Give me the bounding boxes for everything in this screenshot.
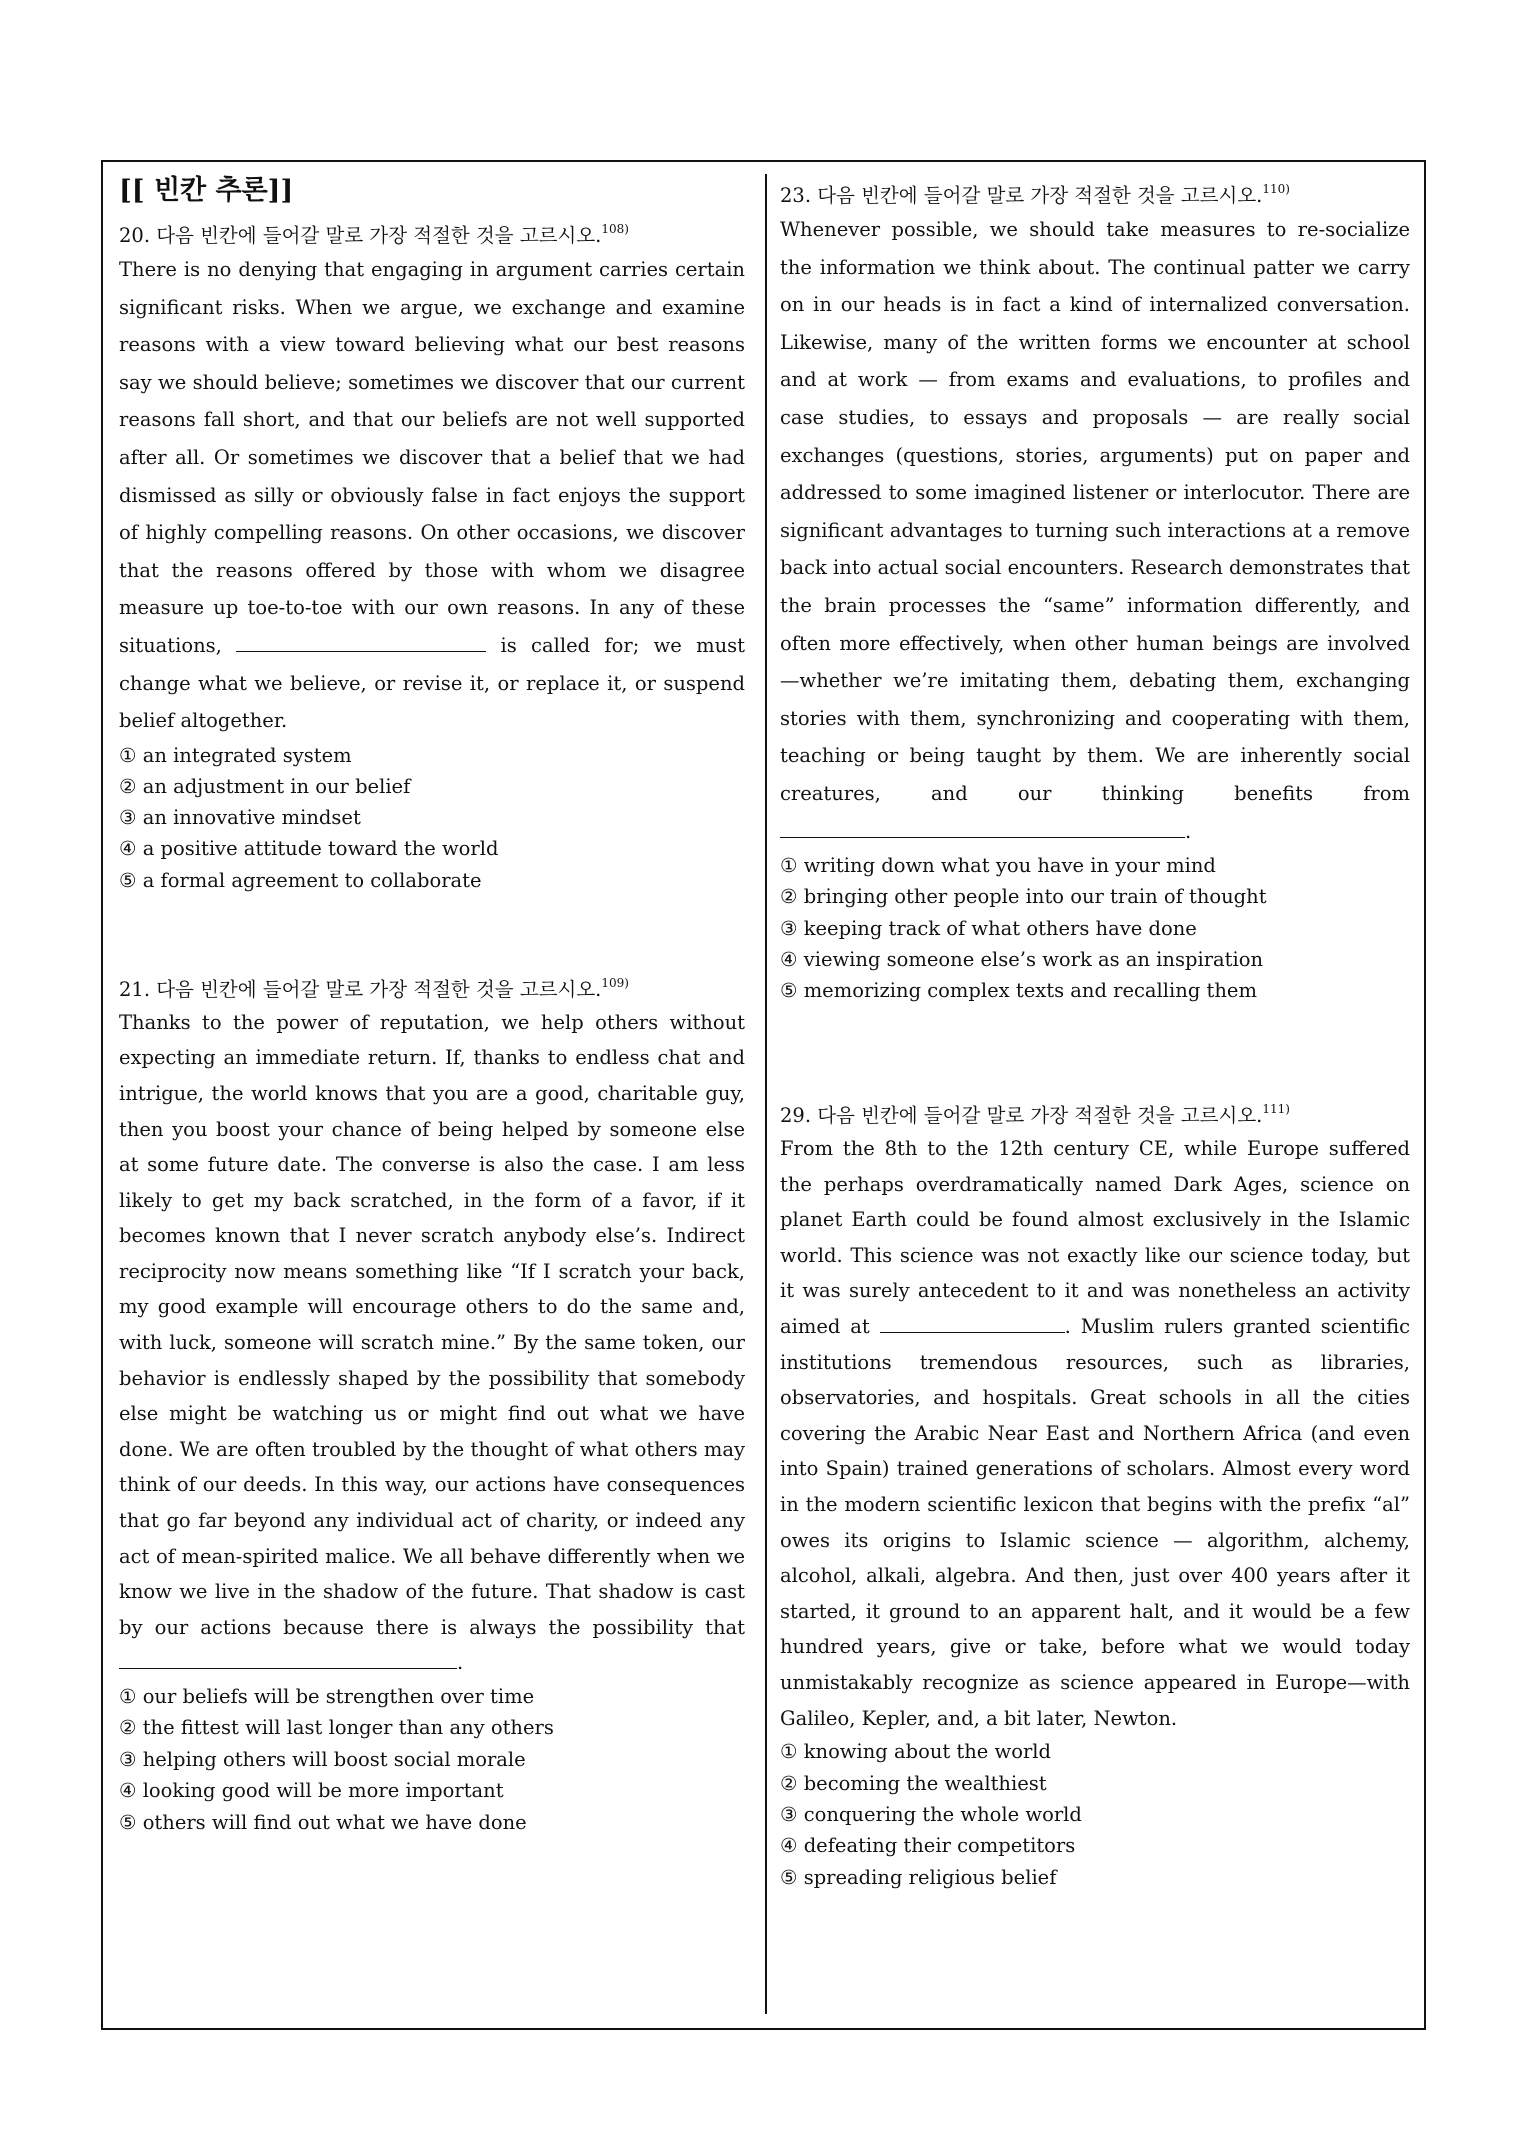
- choice-number: ④: [119, 837, 137, 861]
- page-frame: [101, 160, 1426, 2030]
- choice-item[interactable]: [119, 802, 745, 833]
- passage-text: . Muslim rulers granted scientific institutions tremendous resources, such as libraries, observatories, and hospitals. Great schools in all the cities covering the Arabic Near East and Northern Africa (and even into Spain) trained generations of scholars. Almost every word in the modern scientific lexicon that begins with the prefix “al” owes its origins to Islamic science — algorithm, alchemy, alcohol, alkali, algebra. And then, just over 400 years after it started, it ground to an apparent halt, and it would be a few hundred years, give or take, before what we would today unmistakably recognize as science appeared in Europe—with Galileo, Kepler, and, a bit later, Newton.: [780, 1315, 1410, 1730]
- choice-number: ②: [119, 1716, 137, 1740]
- choice-list: [119, 740, 745, 896]
- left-column: [119, 174, 745, 1838]
- choice-item[interactable]: [119, 1712, 745, 1743]
- choice-text: others will find out what we have done: [142, 1810, 527, 1834]
- question-number: 20.: [119, 224, 151, 247]
- footnote-marker: 111): [1262, 1102, 1290, 1117]
- choice-text: becoming the wealthiest: [803, 1771, 1047, 1795]
- choice-number: ②: [119, 774, 137, 798]
- choice-item[interactable]: [780, 1768, 1410, 1799]
- question-23: [780, 174, 1410, 1006]
- question-21: [119, 968, 745, 1838]
- passage-text: .: [1185, 819, 1192, 843]
- question-number: 23.: [780, 184, 812, 207]
- choice-item[interactable]: [780, 1799, 1410, 1830]
- question-header: [780, 1094, 1410, 1131]
- choice-item[interactable]: [119, 865, 745, 896]
- choice-number: ⑤: [780, 1865, 798, 1889]
- choice-text: a formal agreement to collaborate: [142, 868, 482, 892]
- choice-text: an adjustment in our belief: [142, 774, 411, 798]
- choice-number: ②: [780, 1771, 798, 1795]
- passage-text: .: [457, 1651, 464, 1675]
- passage-text: Thanks to the power of reputation, we help others without expecting an immediate return. If, thanks to endless chat and intrigue, the world knows that you are a good, charitable guy, then you boost your chance of being helped by someone else at some future date. The converse is also the case. I am less likely to get my back scratched, in the form of a favor, if it becomes known that I never scratch anybody else’s. Indirect reciprocity now means something like “If I scratch your back, my good example will encourage others to do the same and, with luck, someone will scratch mine.” By the same token, our behavior is endlessly shaped by the possibility that somebody else might be watching us or might find out what we have done. We are often troubled by the thought of what others may think of our deeds. In this way, our actions have consequences that go far beyond any individual act of charity, or indeed any act of mean-spirited malice. We all behave differently when we know we live in the shadow of the future. That shadow is cast by our actions because there is always the possibility that: [119, 1010, 745, 1639]
- passage-text: Whenever possible, we should take measures to re-socialize the information we think about. The continual patter we carry on in our heads is in fact a kind of internalized conversation. Likewise, many of the written forms we encounter at school and at work — from exams and evaluations, to profiles and case studies, to essays and proposals — are really social exchanges (questions, stories, arguments) put on paper and addressed to some imagined listener or interlocutor. There are significant advantages to turning such interactions at a remove back into actual social encounters. Research demonstrates that the brain processes the “same” information differently, and often more effectively, when other human beings are involved—whether we’re imitating them, debating them, exchanging stories with them, synchronizing and cooperating with them, teaching or being taught by them. We are inherently social creatures, and our thinking benefits from: [780, 218, 1410, 805]
- choice-text: knowing about the world: [803, 1740, 1052, 1764]
- choice-item[interactable]: [780, 1830, 1410, 1861]
- choice-number: ③: [780, 1803, 798, 1827]
- question-prompt: 다음 빈칸에 들어갈 말로 가장 적절한 것을 고르시오.: [817, 184, 1263, 207]
- question-passage: [119, 251, 745, 740]
- choice-number: ④: [780, 1834, 798, 1858]
- choice-text: helping others will boost social morale: [142, 1747, 526, 1771]
- spacer: [780, 1006, 1410, 1094]
- answer-blank: [880, 1331, 1065, 1333]
- choice-number: ④: [119, 1779, 137, 1803]
- choice-number: ①: [119, 743, 137, 767]
- footnote-marker: 110): [1262, 182, 1290, 196]
- choice-text: writing down what you have in your mind: [803, 854, 1216, 878]
- choice-text: the fittest will last longer than any others: [142, 1716, 554, 1740]
- column-divider: [765, 174, 767, 2014]
- passage-text: There is no denying that engaging in argument carries certain significant risks. When we argue, we exchange and examine reasons with a view toward believing what our best reasons say we should believe; sometimes we discover that our current reasons fall short, and that our beliefs are not well supported after all. Or sometimes we discover that a belief that we had dismissed as silly or obviously false in fact enjoys the support of highly compelling reasons. On other occasions, we discover that the reasons offered by those with whom we disagree measure up toe-to-toe with our own reasons. In any of these situations,: [119, 258, 745, 657]
- question-passage: [780, 1131, 1410, 1736]
- answer-blank: [236, 650, 486, 652]
- question-passage: [119, 1005, 745, 1681]
- choice-text: an innovative mindset: [142, 806, 361, 830]
- choice-item[interactable]: [119, 1775, 745, 1806]
- question-header: [119, 214, 745, 251]
- choice-number: ①: [780, 1740, 798, 1764]
- choice-text: looking good will be more important: [142, 1779, 504, 1803]
- choice-item[interactable]: [780, 1862, 1410, 1893]
- choice-text: conquering the whole world: [803, 1803, 1082, 1827]
- choice-text: bringing other people into our train of thought: [803, 885, 1267, 909]
- choice-item[interactable]: [780, 881, 1410, 912]
- choice-number: ①: [119, 1685, 137, 1709]
- choice-text: defeating their competitors: [803, 1834, 1076, 1858]
- choice-item[interactable]: [780, 975, 1410, 1006]
- question-passage: [780, 211, 1410, 850]
- passage-text: is called for; we must change what we believe, or revise it, or replace it, or suspend belief altogether.: [119, 633, 746, 733]
- choice-item[interactable]: [119, 1681, 745, 1712]
- question-number: 21.: [119, 977, 151, 1001]
- question-prompt: 다음 빈칸에 들어갈 말로 가장 적절한 것을 고르시오.: [156, 224, 602, 247]
- choice-text: an integrated system: [142, 743, 352, 767]
- choice-text: a positive attitude toward the world: [142, 837, 499, 861]
- choice-number: ⑤: [119, 868, 137, 892]
- question-header: [119, 968, 745, 1005]
- choice-item[interactable]: [780, 913, 1410, 944]
- passage-text: From the 8th to the 12th century CE, while Europe suffered the perhaps overdramatically named Dark Ages, science on planet Earth could be found almost exclusively in the Islamic world. This science was not exactly like our science today, but it was surely antecedent to it and was nonetheless an activity aimed at: [780, 1137, 1410, 1339]
- question-prompt: 다음 빈칸에 들어갈 말로 가장 적절한 것을 고르시오.: [817, 1104, 1263, 1128]
- choice-item[interactable]: [119, 1744, 745, 1775]
- choice-list: [780, 850, 1410, 1006]
- choice-list: [780, 1736, 1410, 1893]
- footnote-marker: 108): [601, 222, 629, 236]
- choice-number: ①: [780, 854, 798, 878]
- choice-number: ③: [119, 1747, 137, 1771]
- choice-number: ③: [780, 916, 798, 940]
- choice-item[interactable]: [780, 850, 1410, 881]
- choice-item[interactable]: [119, 1807, 745, 1838]
- question-number: 29.: [780, 1104, 812, 1128]
- answer-blank: [780, 836, 1185, 838]
- footnote-marker: 109): [601, 975, 629, 990]
- question-prompt: 다음 빈칸에 들어갈 말로 가장 적절한 것을 고르시오.: [156, 977, 602, 1001]
- choice-item[interactable]: [780, 944, 1410, 975]
- choice-item[interactable]: [780, 1736, 1410, 1767]
- choice-text: memorizing complex texts and recalling them: [803, 978, 1257, 1002]
- question-header: [780, 174, 1410, 211]
- choice-number: ⑤: [119, 1810, 137, 1834]
- choice-text: viewing someone else’s work as an inspiration: [803, 947, 1264, 971]
- choice-item[interactable]: [119, 771, 745, 802]
- spacer: [119, 896, 745, 968]
- choice-list: [119, 1681, 745, 1838]
- choice-item[interactable]: [119, 833, 745, 864]
- choice-item[interactable]: [119, 740, 745, 771]
- right-column: [780, 174, 1410, 1893]
- choice-number: ②: [780, 885, 798, 909]
- choice-number: ⑤: [780, 978, 798, 1002]
- question-29: [780, 1094, 1410, 1893]
- question-20: [119, 214, 745, 896]
- answer-blank: [119, 1667, 457, 1669]
- choice-text: our beliefs will be strengthen over time: [142, 1685, 535, 1709]
- choice-number: ③: [119, 806, 137, 830]
- choice-text: keeping track of what others have done: [803, 916, 1197, 940]
- section-title: [[ 빈칸 추론]]: [119, 175, 294, 206]
- choice-number: ④: [780, 947, 798, 971]
- choice-text: spreading religious belief: [803, 1865, 1057, 1889]
